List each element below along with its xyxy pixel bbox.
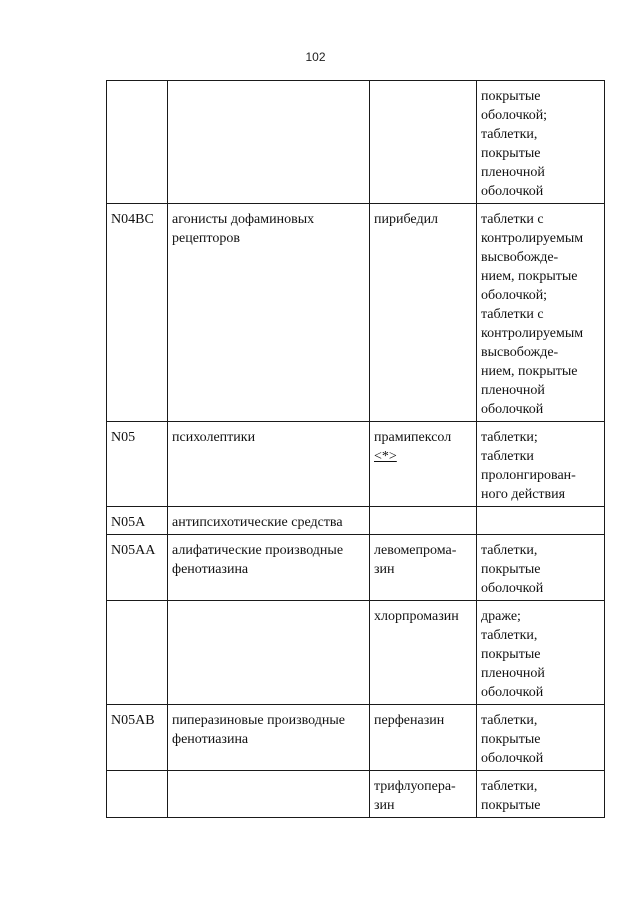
drug-name-note: <*>	[374, 449, 397, 464]
dosage-form-text: таблетки,	[481, 713, 538, 728]
dosage-form-text: таблетки,	[481, 127, 538, 142]
dosage-form-text: таблетки с	[481, 212, 544, 227]
drug-name: зин	[374, 798, 395, 813]
dosage-form-text: таблетки,	[481, 779, 538, 794]
atc-code-cell	[107, 771, 168, 818]
dosage-form-text: покрытые	[481, 798, 541, 813]
atc-code-cell	[107, 81, 168, 204]
group-cell	[168, 601, 370, 705]
drug-name: хлорпромазин	[374, 609, 459, 624]
dosage-form-text: контролируемым	[481, 326, 584, 341]
drug-name: левомепрома-	[374, 543, 457, 558]
drug-name-cell	[370, 204, 477, 422]
dosage-form-text: оболочкой	[481, 581, 544, 596]
atc-code: N05	[111, 430, 136, 445]
drug-name-cell	[370, 601, 477, 705]
dosage-form-cell	[477, 422, 605, 507]
group-text: алифатические производные	[172, 543, 344, 558]
table-row	[107, 535, 605, 601]
dosage-form-cell	[477, 771, 605, 818]
dosage-form-cell	[477, 81, 605, 204]
table-row	[107, 771, 605, 818]
group-text: фенотиазина	[172, 562, 249, 577]
group-text: рецепторов	[172, 231, 240, 246]
dosage-form-text: таблетки,	[481, 628, 538, 643]
group-cell	[168, 705, 370, 771]
dosage-form-text: оболочкой;	[481, 288, 548, 303]
dosage-form-text: покрытые	[481, 146, 541, 161]
dosage-form-text: покрытые	[481, 647, 541, 662]
group-cell	[168, 422, 370, 507]
drug-name: прамипексол	[374, 430, 452, 445]
dosage-form-text: таблетки,	[481, 543, 538, 558]
table-row	[107, 81, 605, 204]
drug-table	[106, 80, 605, 818]
dosage-form-text: драже;	[481, 609, 521, 624]
table-row	[107, 601, 605, 705]
group-text: психолептики	[172, 430, 256, 445]
dosage-form-text: покрытые	[481, 732, 541, 747]
table-row	[107, 705, 605, 771]
dosage-form-text: пленочной	[481, 383, 545, 398]
dosage-form-cell	[477, 601, 605, 705]
dosage-form-text: нием, покрытые	[481, 364, 578, 379]
table-row	[107, 507, 605, 535]
atc-code-cell	[107, 535, 168, 601]
dosage-form-cell	[477, 535, 605, 601]
group-cell	[168, 204, 370, 422]
dosage-form-cell	[477, 204, 605, 422]
atc-code-cell	[107, 422, 168, 507]
dosage-form-text: оболочкой	[481, 402, 544, 417]
dosage-form-text: пленочной	[481, 666, 545, 681]
drug-name-cell	[370, 705, 477, 771]
atc-code: N05AB	[111, 713, 155, 728]
page-number: 102	[305, 50, 326, 64]
dosage-form-text: ного действия	[481, 487, 566, 502]
atc-code-cell	[107, 705, 168, 771]
dosage-form-text: таблетки с	[481, 307, 544, 322]
drug-name-cell	[370, 81, 477, 204]
dosage-form-text: покрытые	[481, 89, 541, 104]
atc-code-cell	[107, 601, 168, 705]
dosage-form-text: пролонгирован-	[481, 468, 576, 483]
table-body	[107, 81, 605, 818]
drug-name-cell	[370, 771, 477, 818]
dosage-form-text: высвобожде-	[481, 345, 559, 360]
group-cell	[168, 771, 370, 818]
table-row	[107, 422, 605, 507]
table-row	[107, 204, 605, 422]
dosage-form-text: высвобожде-	[481, 250, 559, 265]
drug-name: зин	[374, 562, 395, 577]
group-text: фенотиазина	[172, 732, 249, 747]
dosage-form-text: оболочкой	[481, 685, 544, 700]
dosage-form-text: оболочкой;	[481, 108, 548, 123]
dosage-form-text: оболочкой	[481, 184, 544, 199]
drug-name: трифлуопера-	[374, 779, 456, 794]
atc-code: N05A	[111, 515, 146, 530]
atc-code: N05AA	[111, 543, 156, 558]
group-cell	[168, 535, 370, 601]
drug-name-cell	[370, 422, 477, 507]
dosage-form-cell	[477, 705, 605, 771]
dosage-form-text: контролируемым	[481, 231, 584, 246]
drug-name: перфеназин	[374, 713, 445, 728]
dosage-form-text: оболочкой	[481, 751, 544, 766]
group-text: пиперазиновые производные	[172, 713, 346, 728]
group-text: агонисты дофаминовых	[172, 212, 315, 227]
atc-code: N04BC	[111, 212, 154, 227]
drug-name-cell	[370, 535, 477, 601]
atc-code-cell	[107, 507, 168, 535]
dosage-form-text: пленочной	[481, 165, 545, 180]
group-cell	[168, 81, 370, 204]
dosage-form-text: покрытые	[481, 562, 541, 577]
dosage-form-text: таблетки	[481, 449, 534, 464]
drug-name-cell	[370, 507, 477, 535]
group-text: антипсихотические средства	[172, 515, 343, 530]
drug-name: пирибедил	[374, 212, 439, 227]
dosage-form-cell	[477, 507, 605, 535]
dosage-form-text: нием, покрытые	[481, 269, 578, 284]
dosage-form-text: таблетки;	[481, 430, 538, 445]
atc-code-cell	[107, 204, 168, 422]
group-cell	[168, 507, 370, 535]
